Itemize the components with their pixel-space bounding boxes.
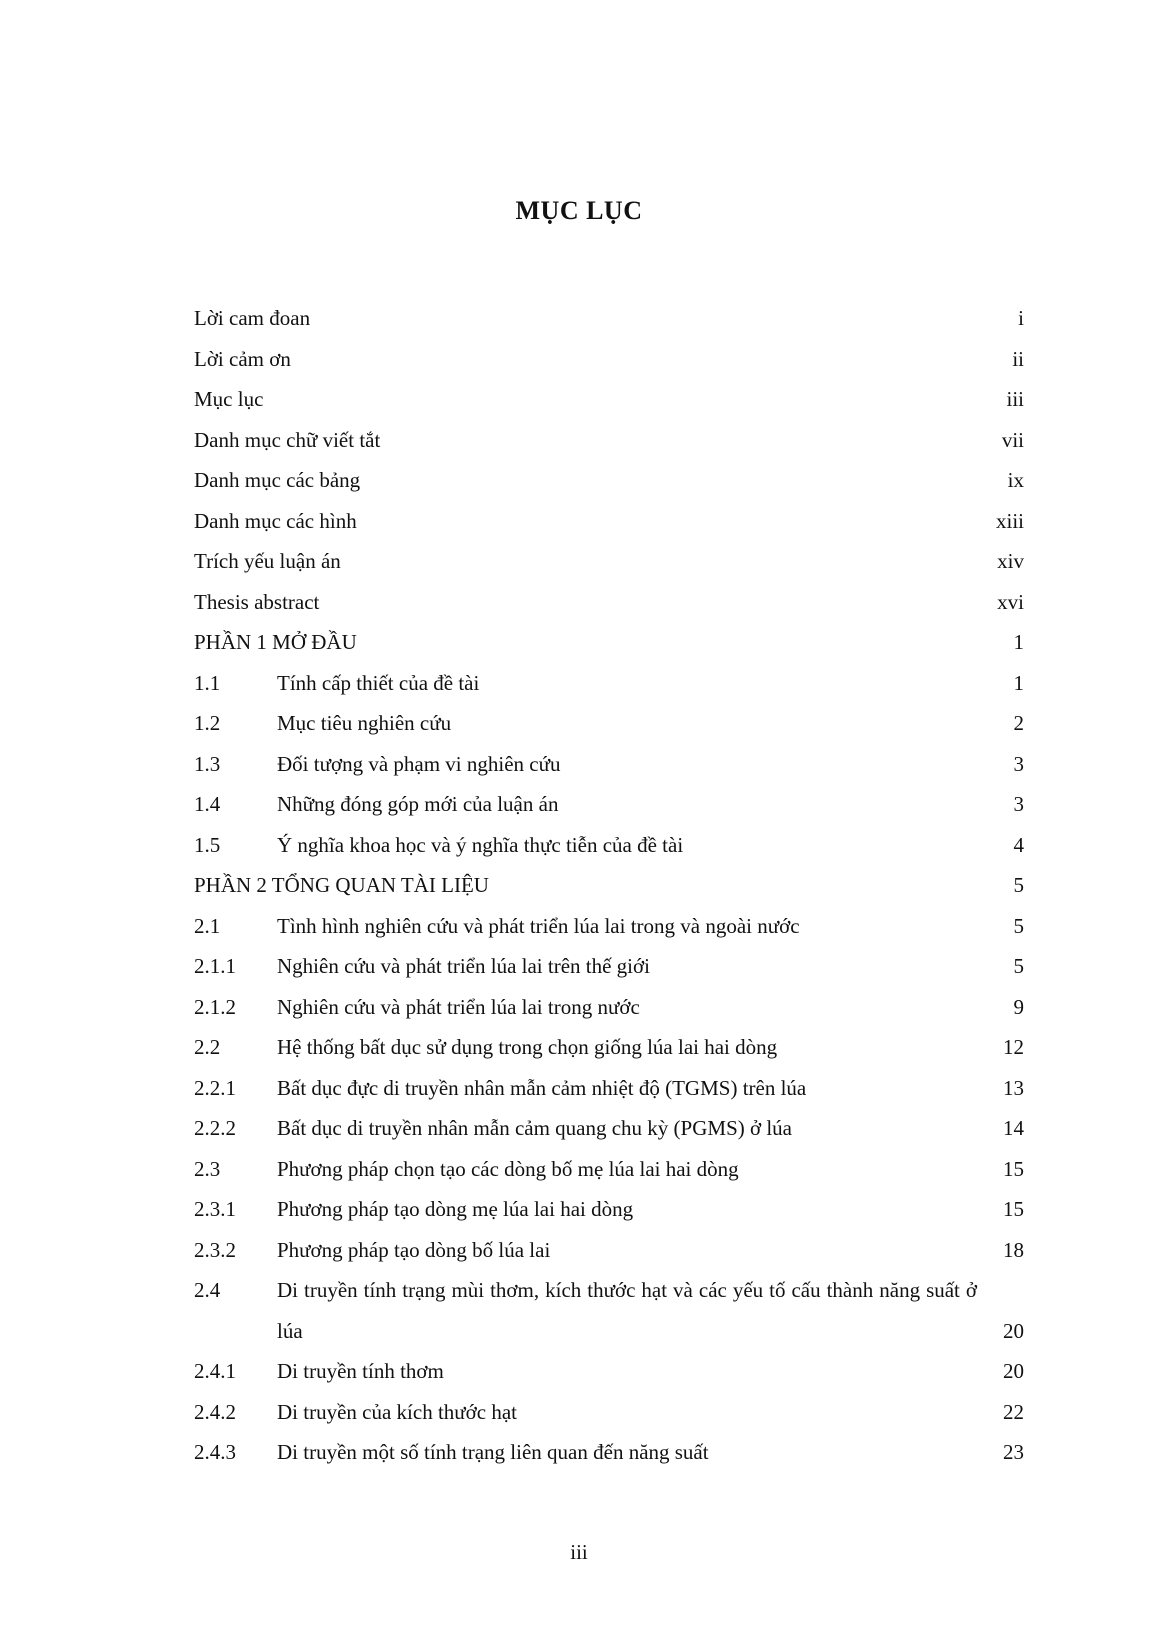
- toc-entry-page: ii: [1012, 346, 1024, 371]
- toc-entry-title: Danh mục các hình: [194, 508, 357, 533]
- toc-entry-title: Phương pháp tạo dòng mẹ lúa lai hai dòng: [277, 1197, 634, 1221]
- toc-entry: [194, 622, 1024, 663]
- toc-entry-number: 2.2: [194, 1035, 221, 1059]
- toc-entry-title: Di truyền tính trạng mùi thơm, kích thước hạt và các yếu tố cấu thành năng suất ở lúa: [277, 1278, 977, 1343]
- toc-entry: [194, 663, 1024, 704]
- toc-entry-page: 2: [1013, 711, 1024, 735]
- toc-entry: [194, 1027, 1024, 1068]
- toc-entry-title: Di truyền tính thơm: [277, 1359, 444, 1383]
- toc-entry-title: Những đóng góp mới của luận án: [277, 792, 559, 816]
- toc-entry-title: PHẦN 2 TỔNG QUAN TÀI LIỆU: [194, 873, 489, 897]
- toc-entry: [194, 1108, 1024, 1149]
- toc-entry-page: 5: [1013, 913, 1024, 938]
- toc-entry-page: 14: [1003, 1116, 1024, 1140]
- toc-entry-page: ix: [1007, 468, 1024, 492]
- toc-entry: [194, 1068, 1024, 1109]
- toc-entry-page: 13: [1003, 1075, 1024, 1100]
- toc-entry: [194, 501, 1024, 542]
- toc-entry-title: Di truyền của kích thước hạt: [277, 1399, 517, 1424]
- toc-entry-page: 5: [1013, 873, 1024, 897]
- toc-entry: [194, 339, 1024, 380]
- toc-entry: [194, 987, 1024, 1028]
- page-title: MỤC LỤC: [515, 196, 643, 225]
- toc-entry-title: Mục tiêu nghiên cứu: [277, 711, 452, 735]
- toc-entry-page: 15: [1003, 1197, 1024, 1221]
- toc-entry-number: 2.4: [194, 1278, 221, 1302]
- toc-entry-number: 2.4.3: [194, 1440, 236, 1464]
- toc-entry: [194, 379, 1024, 420]
- toc-entry-number: 1.4: [194, 792, 221, 816]
- toc-entry-number: 1.2: [194, 711, 221, 735]
- toc-entry-title: PHẦN 1 MỞ ĐẦU: [194, 630, 357, 654]
- toc-entry-page: 9: [1013, 994, 1024, 1019]
- toc-entry-title: Danh mục chữ viết tắt: [194, 427, 381, 452]
- toc-entry-number: 2.4.2: [194, 1399, 236, 1424]
- table-of-contents: [194, 298, 1024, 1473]
- toc-entry: [194, 541, 1024, 582]
- toc-entry-title: Đối tượng và phạm vi nghiên cứu: [277, 751, 561, 776]
- toc-entry-number: 2.1.2: [194, 994, 236, 1019]
- toc-entry: [194, 1351, 1024, 1392]
- toc-entry-title: Trích yếu luận án: [194, 549, 341, 573]
- toc-entry-page: 1: [1013, 630, 1024, 654]
- toc-entry-title: Hệ thống bất dục sử dụng trong chọn giống lúa lai hai dòng: [277, 1035, 778, 1059]
- toc-entry-number: 2.3.2: [194, 1237, 236, 1262]
- toc-entry-number: 1.1: [194, 670, 221, 695]
- toc-entry: [194, 946, 1024, 987]
- toc-entry-title: Thesis abstract: [194, 589, 320, 614]
- toc-entry-title: Lời cam đoan: [194, 306, 311, 330]
- toc-entry-page: xvi: [997, 589, 1024, 614]
- toc-entry-page: 23: [1003, 1440, 1024, 1464]
- toc-entry-page: vii: [1001, 427, 1024, 452]
- toc-entry: [194, 1230, 1024, 1271]
- toc-entry-number: 1.5: [194, 832, 221, 857]
- toc-entry-page: xiv: [997, 549, 1024, 573]
- toc-entry-title: Tình hình nghiên cứu và phát triển lúa lai trong và ngoài nước: [277, 913, 800, 938]
- toc-entry-number: 1.3: [194, 751, 221, 776]
- toc-entry-number: 2.3: [194, 1156, 221, 1181]
- toc-entry: [194, 865, 1024, 906]
- toc-entry: [194, 582, 1024, 623]
- toc-entry-page: 22: [1003, 1399, 1024, 1424]
- toc-entry: [194, 1149, 1024, 1190]
- toc-entry-page: 12: [1003, 1035, 1024, 1059]
- toc-entry-page: xiii: [995, 508, 1024, 533]
- toc-entry: [194, 298, 1024, 339]
- toc-entry-page: i: [1018, 306, 1024, 330]
- toc-entry: [194, 906, 1024, 947]
- toc-entry: [194, 420, 1024, 461]
- toc-entry-title: Nghiên cứu và phát triển lúa lai trong nước: [277, 994, 640, 1019]
- toc-entry-title: Phương pháp tạo dòng bố lúa lai: [277, 1237, 551, 1262]
- page-number: iii: [570, 1540, 588, 1564]
- toc-entry-page: 15: [1003, 1156, 1024, 1181]
- toc-entry-title: Bất dục di truyền nhân mẫn cảm quang chu kỳ (PGMS) ở lúa: [277, 1116, 793, 1140]
- toc-entry: [194, 825, 1024, 866]
- toc-entry: [194, 1270, 1024, 1351]
- toc-entry-title: Mục lục: [194, 387, 264, 411]
- toc-entry-title: Danh mục các bảng: [194, 468, 361, 492]
- toc-entry: [194, 744, 1024, 785]
- toc-entry-title: Di truyền một số tính trạng liên quan đến năng suất: [277, 1440, 709, 1464]
- toc-entry-number: 2.1: [194, 913, 221, 938]
- toc-entry: [194, 1432, 1024, 1473]
- toc-entry-number: 2.4.1: [194, 1359, 236, 1383]
- toc-entry-title: Bất dục đực di truyền nhân mẫn cảm nhiệt độ (TGMS) trên lúa: [277, 1075, 807, 1100]
- toc-entry-page: 18: [1003, 1237, 1024, 1262]
- toc-entry-page: 3: [1013, 751, 1024, 776]
- toc-entry-number: 2.2.2: [194, 1116, 236, 1140]
- toc-entry-title: Ý nghĩa khoa học và ý nghĩa thực tiễn của đề tài: [277, 832, 684, 857]
- toc-entry: [194, 703, 1024, 744]
- toc-entry-number: 2.2.1: [194, 1075, 236, 1100]
- toc-entry-title: Nghiên cứu và phát triển lúa lai trên thế giới: [277, 954, 650, 978]
- toc-entry-title: Lời cảm ơn: [194, 346, 291, 371]
- toc-entry-page: 5: [1013, 954, 1024, 978]
- toc-entry: [194, 784, 1024, 825]
- toc-entry-title: Tính cấp thiết của đề tài: [277, 670, 480, 695]
- toc-entry: [194, 460, 1024, 501]
- toc-entry-page: 20: [1003, 1359, 1024, 1383]
- toc-entry-number: 2.1.1: [194, 954, 236, 978]
- toc-entry: [194, 1189, 1024, 1230]
- toc-entry-page: 20: [1003, 1318, 1024, 1343]
- toc-entry-number: 2.3.1: [194, 1197, 236, 1221]
- toc-entry-page: iii: [1006, 387, 1024, 411]
- toc-entry-page: 3: [1013, 792, 1024, 816]
- toc-entry-page: 4: [1013, 832, 1024, 857]
- toc-entry: [194, 1392, 1024, 1433]
- toc-entry-page: 1: [1013, 670, 1024, 695]
- toc-entry-title: Phương pháp chọn tạo các dòng bố mẹ lúa lai hai dòng: [277, 1156, 739, 1181]
